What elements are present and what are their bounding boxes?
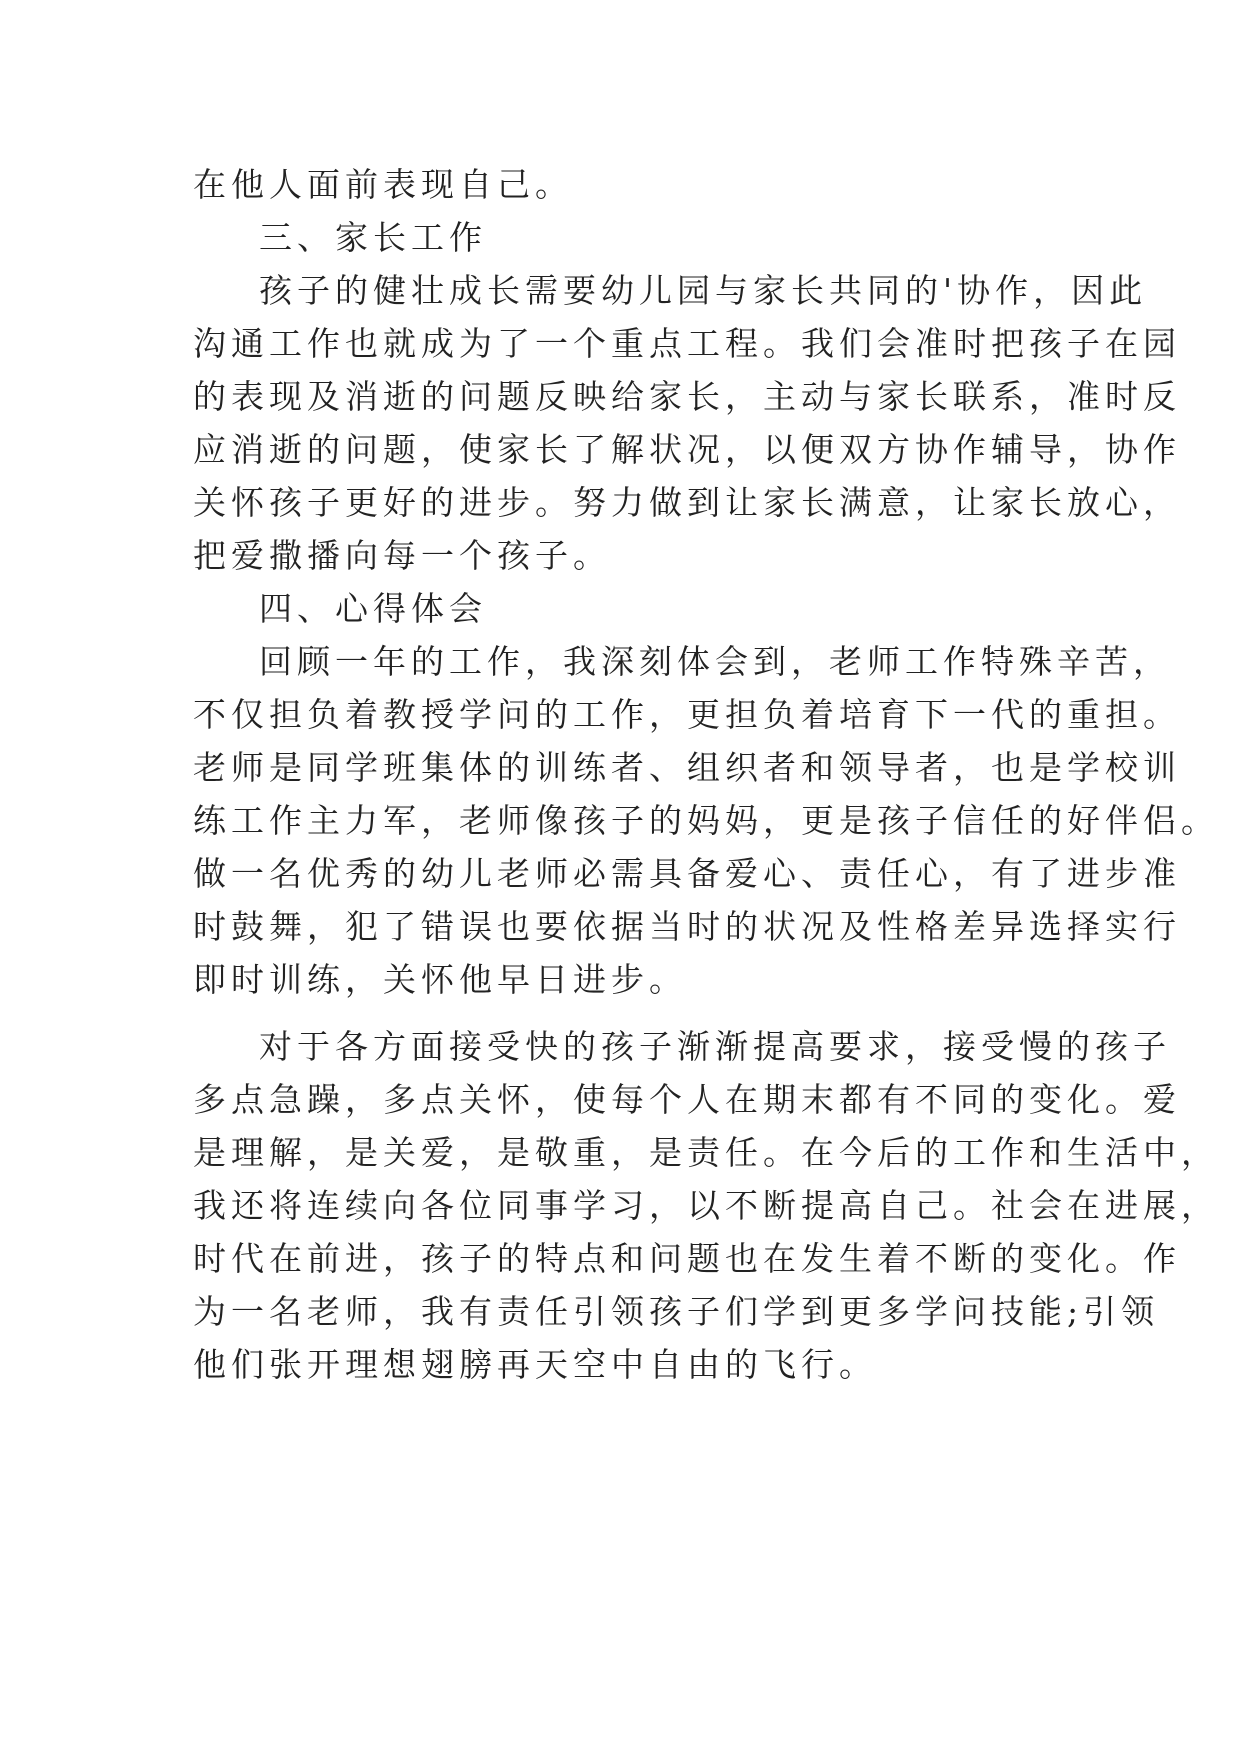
- body-line: 时鼓舞，犯了错误也要依据当时的状况及性格差异选择实行: [193, 907, 1181, 946]
- body-line: 的表现及消逝的问题反映给家长，主动与家长联系，准时反: [193, 377, 1181, 416]
- body-line: 在他人面前表现自己。: [193, 165, 573, 204]
- body-line: 是理解，是关爱，是敬重，是责任。在今后的工作和生活中，: [193, 1133, 1219, 1172]
- body-line: 我还将连续向各位同事学习，以不断提高自己。社会在进展，: [193, 1186, 1219, 1225]
- body-line: 回顾一年的工作，我深刻体会到，老师工作特殊辛苦，: [259, 642, 1171, 681]
- body-line: 练工作主力军，老师像孩子的妈妈，更是孩子信任的好伴侣。: [193, 801, 1219, 840]
- section-heading: 三、家长工作: [259, 218, 487, 257]
- body-line: 时代在前进，孩子的特点和问题也在发生着不断的变化。作: [193, 1239, 1181, 1278]
- body-line: 把爱撒播向每一个孩子。: [193, 536, 611, 575]
- body-line: 沟通工作也就成为了一个重点工程。我们会准时把孩子在园: [193, 324, 1181, 363]
- body-line: 做一名优秀的幼儿老师必需具备爱心、责任心，有了进步准: [193, 854, 1181, 893]
- body-line: 即时训练，关怀他早日进步。: [193, 960, 687, 999]
- body-line: 为一名老师，我有责任引领孩子们学到更多学问技能;引领: [193, 1292, 1160, 1331]
- body-line: 老师是同学班集体的训练者、组织者和领导者，也是学校训: [193, 748, 1181, 787]
- body-line: 多点急躁，多点关怀，使每个人在期末都有不同的变化。爱: [193, 1080, 1181, 1119]
- body-line: 关怀孩子更好的进步。努力做到让家长满意，让家长放心，: [193, 483, 1181, 522]
- paragraph-gap: [193, 1006, 1053, 1020]
- document-body: [193, 158, 1219, 1391]
- body-line: 应消逝的问题，使家长了解状况，以便双方协作辅导，协作: [193, 430, 1181, 469]
- body-line: 孩子的健壮成长需要幼儿园与家长共同的'协作，因此: [259, 271, 1148, 310]
- body-line: 对于各方面接受快的孩子渐渐提高要求，接受慢的孩子: [259, 1027, 1171, 1066]
- section-heading: 四、心得体会: [259, 589, 487, 628]
- body-line: 他们张开理想翅膀再天空中自由的飞行。: [193, 1345, 877, 1384]
- body-line: 不仅担负着教授学问的工作，更担负着培育下一代的重担。: [193, 695, 1181, 734]
